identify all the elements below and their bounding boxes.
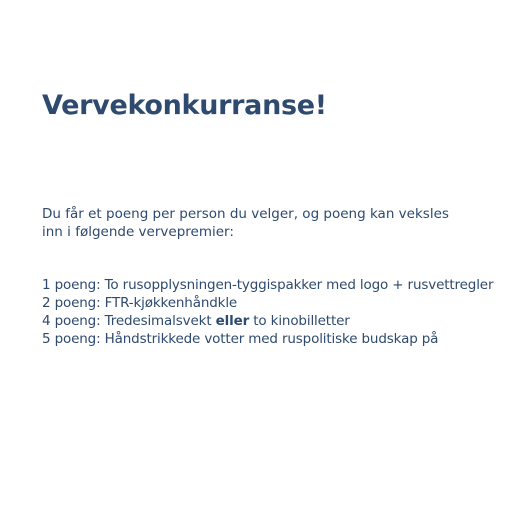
reward-item-4-points (42, 312, 493, 330)
reward-4-text-end: to kinobilletter (249, 313, 350, 329)
intro-line-1: Du får et poeng per person du velger, og poeng kan veksles (42, 206, 449, 222)
reward-item-5-points: 5 poeng: Håndstrikkede votter med ruspolitiske budskap på (42, 331, 439, 347)
reward-4-emphasis: eller (215, 313, 250, 329)
reward-item-2-points: 2 poeng: FTR-kjøkkenhåndkle (42, 295, 238, 311)
reward-item-1-point: 1 poeng: To rusopplysningen-tyggispakker med logo + rusvettregler (42, 277, 494, 293)
rewards-list (42, 276, 493, 348)
intro-text (42, 205, 492, 241)
intro-line-2: inn i følgende vervepremier: (42, 224, 234, 240)
page-title: Vervekonkurranse! (42, 90, 327, 121)
reward-4-text-start: 4 poeng: Tredesimalsvekt (42, 313, 216, 329)
